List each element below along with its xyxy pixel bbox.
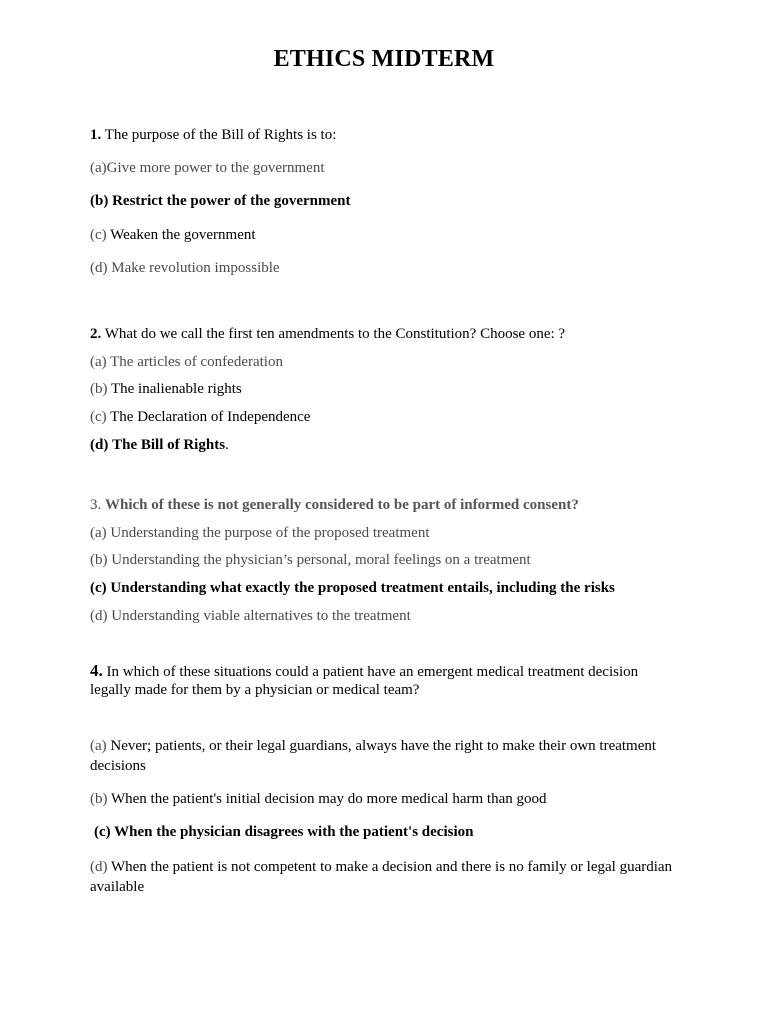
question-text: The purpose of the Bill of Rights is to: <box>104 127 337 143</box>
option-3b <box>90 551 680 570</box>
option-4c <box>94 823 684 842</box>
question-1 <box>90 126 680 145</box>
option-letter: (a) <box>90 354 107 370</box>
question-text: What do we call the first ten amendments to the Constitution? Choose one: ? <box>104 326 566 342</box>
option-text: Never; patients, or their legal guardians, always have the right to make their own treatment decisions <box>90 738 657 774</box>
option-letter: (b) <box>90 791 108 807</box>
question-2 <box>90 325 680 344</box>
option-2c <box>90 408 680 427</box>
option-text: Weaken the government <box>110 227 256 243</box>
question-number: 1. <box>90 127 102 143</box>
option-text: When the patient is not competent to make a decision and there is no family or legal guardian available <box>90 859 673 895</box>
question-4 <box>90 662 680 699</box>
option-text: Restrict the power of the government <box>112 193 351 209</box>
question-3 <box>90 496 680 515</box>
option-letter: (b) <box>90 552 108 568</box>
option-letter: (b) <box>90 193 109 209</box>
option-letter: (a) <box>90 738 107 754</box>
option-4d <box>90 857 680 897</box>
option-text: The Declaration of Independence <box>110 409 311 425</box>
question-text: Which of these is not generally considered to be part of informed consent? <box>105 497 579 513</box>
option-letter: (d) <box>90 608 108 624</box>
question-text: In which of these situations could a patient have an emergent medical treatment decision legally made for them by a physician or medical team? <box>90 664 639 698</box>
option-letter: (c) <box>94 824 111 840</box>
option-1c <box>90 226 680 245</box>
question-number: 3. <box>90 497 102 513</box>
option-text: The articles of confederation <box>110 354 283 370</box>
option-1d <box>90 259 680 278</box>
option-letter: (a) <box>90 525 107 541</box>
option-1a <box>90 159 680 178</box>
option-text: When the patient's initial decision may do more medical harm than good <box>110 791 547 807</box>
option-text: Understanding viable alternatives to the treatment <box>111 608 411 624</box>
option-suffix: . <box>225 437 229 453</box>
option-4b <box>90 790 680 809</box>
option-text: Understanding the physician’s personal, moral feelings on a treatment <box>111 552 531 568</box>
option-text: When the physician disagrees with the patient's decision <box>114 824 474 840</box>
option-text: The inalienable rights <box>110 381 242 397</box>
option-2a <box>90 353 680 372</box>
page-title: ETHICS MIDTERM <box>273 46 495 72</box>
option-letter: (d) <box>90 437 109 453</box>
option-2d <box>90 436 680 455</box>
option-text: Understanding what exactly the proposed treatment entails, including the risks <box>110 580 615 596</box>
question-number: 2. <box>90 326 102 342</box>
option-text: The Bill of Rights <box>112 437 226 453</box>
question-number: 4. <box>90 661 103 680</box>
option-1b <box>90 192 680 211</box>
option-letter: (a) <box>90 160 107 176</box>
option-letter: (c) <box>90 409 107 425</box>
option-text: Understanding the purpose of the proposed treatment <box>110 525 430 541</box>
option-3a <box>90 524 680 543</box>
option-letter: (d) <box>90 260 108 276</box>
option-3d <box>90 607 680 626</box>
option-text: Give more power to the government <box>106 160 325 176</box>
option-4a <box>90 736 680 776</box>
option-letter: (c) <box>90 580 107 596</box>
option-3c <box>90 579 680 598</box>
option-letter: (d) <box>90 859 108 875</box>
option-2b <box>90 380 680 399</box>
option-text: Make revolution impossible <box>111 260 280 276</box>
option-letter: (b) <box>90 381 108 397</box>
option-letter: (c) <box>90 227 107 243</box>
